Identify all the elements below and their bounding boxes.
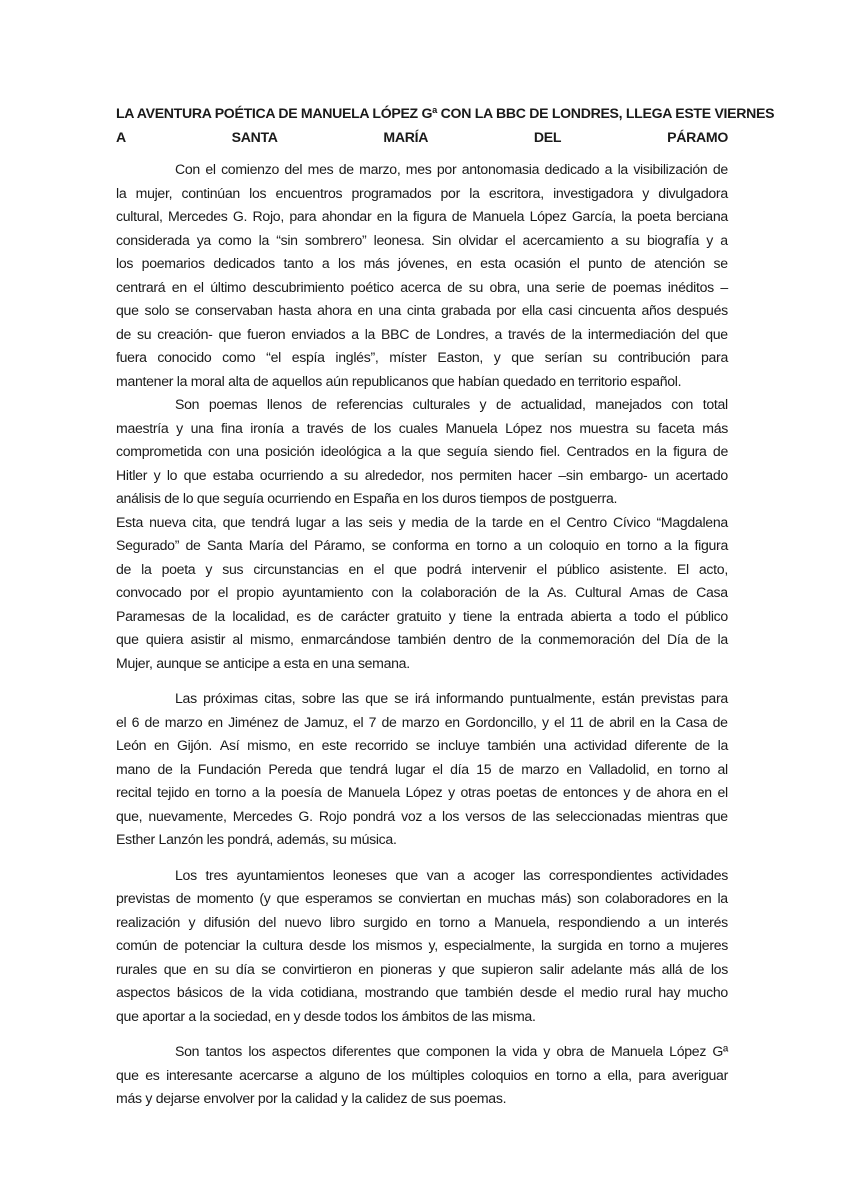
text-line: convocado por el propio ayuntamiento con la colaboración de la As. Cultural Amas de Casa — [116, 584, 728, 600]
text-line: que aportar a la sociedad, en y desde todos los ámbitos de las misma. — [116, 1007, 536, 1024]
text-line: maestría y una fina ironía a través de los cuales Manuela López nos muestra su faceta más — [116, 419, 728, 436]
text-line: comprometida con una posición ideológica a la que seguía siendo fiel. Centrados en la figura de — [116, 443, 728, 459]
text-line: centrará en el último descubrimiento poético acerca de su obra, una serie de poemas inéditos – — [116, 278, 728, 295]
text-line: cultural, Mercedes G. Rojo, para ahondar en la figura de Manuela López García, la poeta berciana — [116, 208, 728, 224]
text-line: que es interesante acercarse a alguno de los múltiples coloquios en torno a ella, para averiguar — [116, 1066, 728, 1083]
paragraph-closing — [116, 1040, 728, 1111]
text-line: previstas de momento (y que esperamos se conviertan en muchas más) son colaboradores en la — [116, 890, 728, 906]
paragraph-intro — [116, 158, 728, 393]
text-line: Con el comienzo del mes de marzo, mes por antonomasia dedicado a la visibilización de — [175, 161, 728, 177]
paragraph-poems — [116, 393, 728, 511]
text-line: rurales que en su día se convirtieron en pioneras y que supieron salir adelante más allá de los — [116, 960, 728, 977]
text-line: Las próximas citas, sobre las que se irá informando puntualmente, están previstas para — [175, 690, 728, 706]
text-line: análisis de lo que seguía ocurriendo en España en los duros tiempos de postguerra. — [116, 490, 618, 506]
text-line: común de potenciar la cultura desde los mismos y, especialmente, la surgida en torno a mujeres — [116, 937, 728, 953]
text-line: el 6 de marzo en Jiménez de Jamuz, el 7 de marzo en Gordoncillo, y el 11 de abril en la Casa de — [116, 713, 728, 730]
text-line: considerada ya como la “sin sombrero” leonesa. Sin olvidar el acercamiento a su biografía y a — [116, 231, 728, 248]
text-line: Segurado” de Santa María del Páramo, se conforma en torno a un coloquio en torno a la figura — [116, 537, 728, 553]
text-line: mantener la moral alta de aquellos aún republicanos que habían quedado en territorio español. — [116, 372, 682, 389]
text-line: Los tres ayuntamientos leoneses que van a acoger las correspondientes actividades — [175, 866, 728, 883]
text-line: de la poeta y sus circunstancias en el que podrá intervenir el público asistente. El acto, — [116, 560, 728, 577]
text-line: que quiera asistir al mismo, enmarcándose también dentro de la conmemoración del Día de la — [116, 631, 728, 647]
title-line: A SANTA MARÍA DEL PÁRAMO — [116, 128, 728, 145]
article-title — [116, 102, 775, 149]
text-line: Esther Lanzón les pondrá, además, su música. — [116, 831, 397, 847]
text-line: aspectos básicos de la vida cotidiana, mostrando que también desde el medio rural hay mucho — [116, 984, 728, 1000]
text-line: más y dejarse envolver por la calidad y la calidez de sus poemas. — [116, 1090, 507, 1106]
paragraph-councils — [116, 864, 728, 1029]
text-line: Mujer, aunque se anticipe a esta en una semana. — [116, 654, 410, 671]
text-line: recital tejido en torno a la poesía de Manuela López y otras poetas de entonces y de ahora en el — [116, 784, 728, 800]
text-line: Son tantos los aspectos diferentes que componen la vida y obra de Manuela López Gª — [175, 1043, 728, 1059]
text-line: la mujer, continúan los encuentros programados por la escritora, investigadora y divulgadora — [116, 184, 728, 201]
text-line: Esta nueva cita, que tendrá lugar a las seis y media de la tarde en el Centro Cívico “Magdalena — [116, 513, 728, 530]
text-line: Paramesas de la localidad, es de carácter gratuito y tiene la entrada abierta a todo el público — [116, 607, 728, 624]
text-line: que, nuevamente, Mercedes G. Rojo pondrá voz a los versos de las seleccionadas mientras que — [116, 807, 728, 824]
title-line: LA AVENTURA POÉTICA DE MANUELA LÓPEZ Gª CON LA BBC DE LONDRES, LLEGA ESTE VIERNES — [116, 105, 775, 121]
text-line: Son poemas llenos de referencias culturales y de actualidad, manejados con total — [175, 396, 728, 412]
text-line: realización y difusión del nuevo libro surgido en torno a Manuela, respondiendo a un interés — [116, 913, 728, 930]
text-line: mano de la Fundación Pereda que tendrá lugar el día 15 de marzo en Valladolid, en torno al — [116, 760, 728, 777]
text-line: León en Gijón. Así mismo, en este recorrido se incluye también una actividad diferente de la — [116, 737, 728, 753]
text-line: Hitler y lo que estaba ocurriendo a su alrededor, nos permiten hacer –sin embargo- un acertado — [116, 466, 728, 483]
document-page — [116, 102, 775, 1111]
paragraph-event — [116, 511, 728, 676]
text-line: los poemarios dedicados tanto a los más jóvenes, en esta ocasión el punto de atención se — [116, 255, 728, 271]
text-line: fuera conocido como “el espía inglés”, míster Easton, y que serían su contribución para — [116, 349, 728, 365]
text-line: que solo se conservaban hasta ahora en una cinta grabada por ella casi cincuenta años después — [116, 302, 728, 318]
text-line: de su creación- que fueron enviados a la BBC de Londres, a través de la intermediación del que — [116, 325, 728, 342]
paragraph-upcoming — [116, 687, 728, 852]
